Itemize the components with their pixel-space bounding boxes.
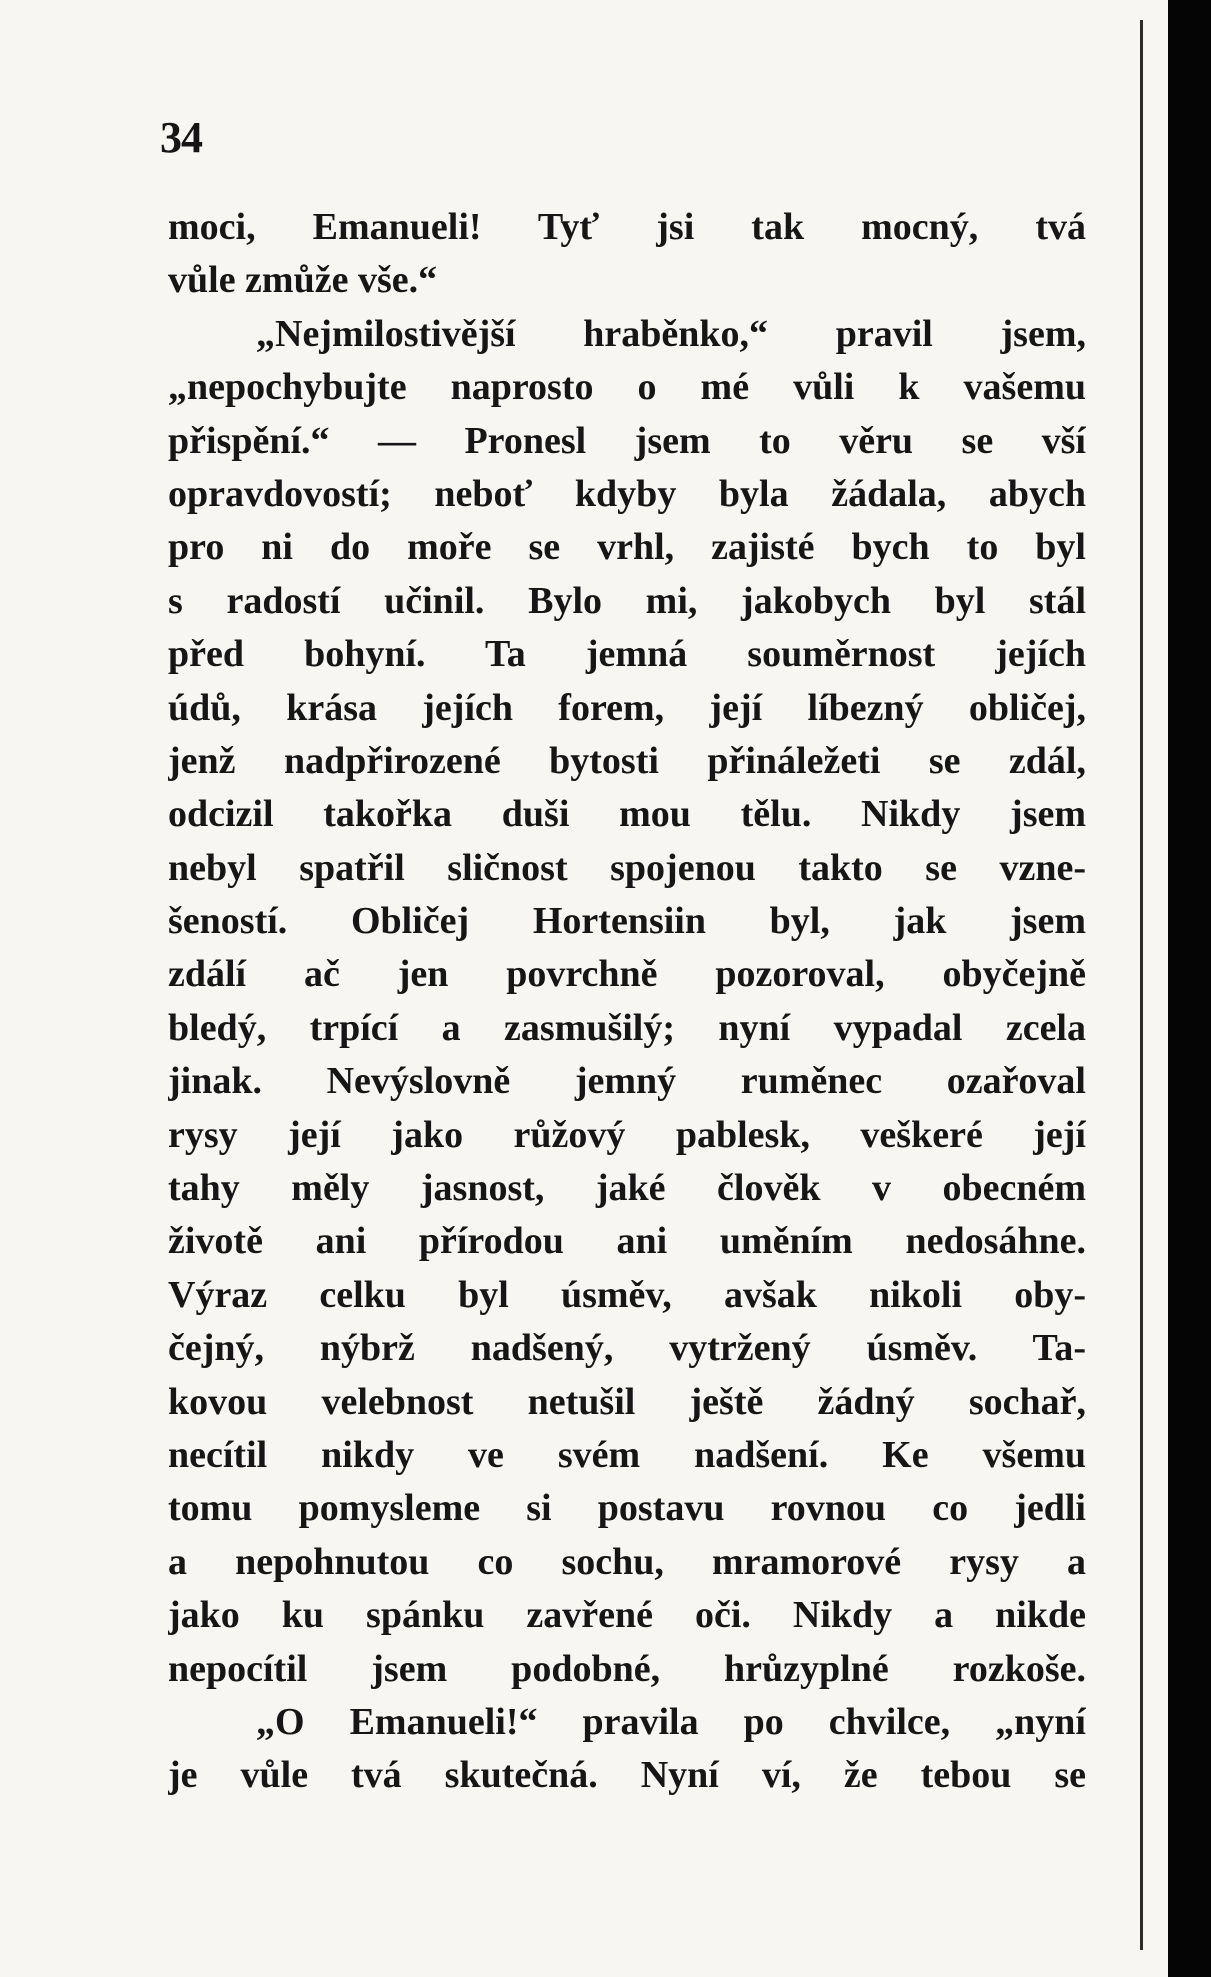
text-line: před bohyní. Ta jemná souměrnost jejích	[168, 633, 1086, 676]
text-line: životě ani přírodou ani uměním nedosáhne.	[168, 1220, 1086, 1263]
scan-border	[1168, 0, 1211, 1977]
text-line: a nepohnutou co sochu, mramorové rysy a	[168, 1540, 1086, 1583]
text-line: tomu pomysleme si postavu rovnou co jedli	[168, 1487, 1086, 1530]
text-line: odcizil takořka duši mou tělu. Nikdy jsem	[168, 793, 1086, 836]
text-line: necítil nikdy ve svém nadšení. Ke všemu	[168, 1433, 1086, 1476]
text-line: „nepochybujte naprosto o mé vůli k vašemu	[168, 366, 1086, 409]
text-line: jenž nadpřirozené bytosti přináležeti se zdál,	[168, 739, 1086, 782]
text-line: jako ku spánku zavřené oči. Nikdy a nikde	[168, 1594, 1086, 1637]
text-line: vůle zmůže vše.“	[168, 259, 438, 302]
text-line: rysy její jako růžový pablesk, veškeré její	[168, 1113, 1086, 1156]
text-line: s radostí učinil. Bylo mi, jakobych byl stál	[168, 579, 1086, 622]
text-line: moci, Emanueli! Tyť jsi tak mocný, tvá	[168, 206, 1086, 248]
text-line: „O Emanueli!“ pravila po chvilce, „nyní	[256, 1700, 1086, 1743]
text-line: šeností. Obličej Hortensiin byl, jak jsem	[168, 900, 1086, 943]
page-number: 34	[160, 113, 202, 162]
text-line: bledý, trpící a zasmušilý; nyní vypadal zcela	[168, 1006, 1086, 1049]
text-line: je vůle tvá skutečná. Nyní ví, že tebou se	[168, 1754, 1086, 1797]
text-line: údů, krása jejích forem, její líbezný obličej,	[168, 686, 1086, 729]
text-line: opravdovostí; neboť kdyby byla žádala, abych	[168, 472, 1086, 515]
text-line: „Nejmilostivější hraběnko,“ pravil jsem,	[256, 312, 1086, 355]
text-line: jinak. Nevýslovně jemný ruměnec ozařoval	[168, 1060, 1086, 1103]
text-line: zdálí ač jen povrchně pozoroval, obyčejně	[168, 953, 1086, 996]
text-line: Výraz celku byl úsměv, avšak nikoli oby-	[168, 1273, 1086, 1316]
text-line: pro ni do moře se vrhl, zajisté bych to byl	[168, 526, 1086, 569]
body-text	[168, 201, 1086, 1803]
text-line: nepocítil jsem podobné, hrůzyplné rozkoše.	[168, 1647, 1086, 1690]
page-edge-shadow	[1140, 20, 1143, 1950]
text-line: přispění.“ — Pronesl jsem to věru se vší	[168, 419, 1086, 462]
text-line: nebyl spatřil sličnost spojenou takto se vzne-	[168, 846, 1086, 889]
text-line: kovou velebnost netušil ještě žádný sochař,	[168, 1380, 1086, 1423]
text-line: čejný, nýbrž nadšený, vytržený úsměv. Ta-	[168, 1327, 1086, 1370]
text-line: tahy měly jasnost, jaké člověk v obecném	[168, 1167, 1086, 1210]
